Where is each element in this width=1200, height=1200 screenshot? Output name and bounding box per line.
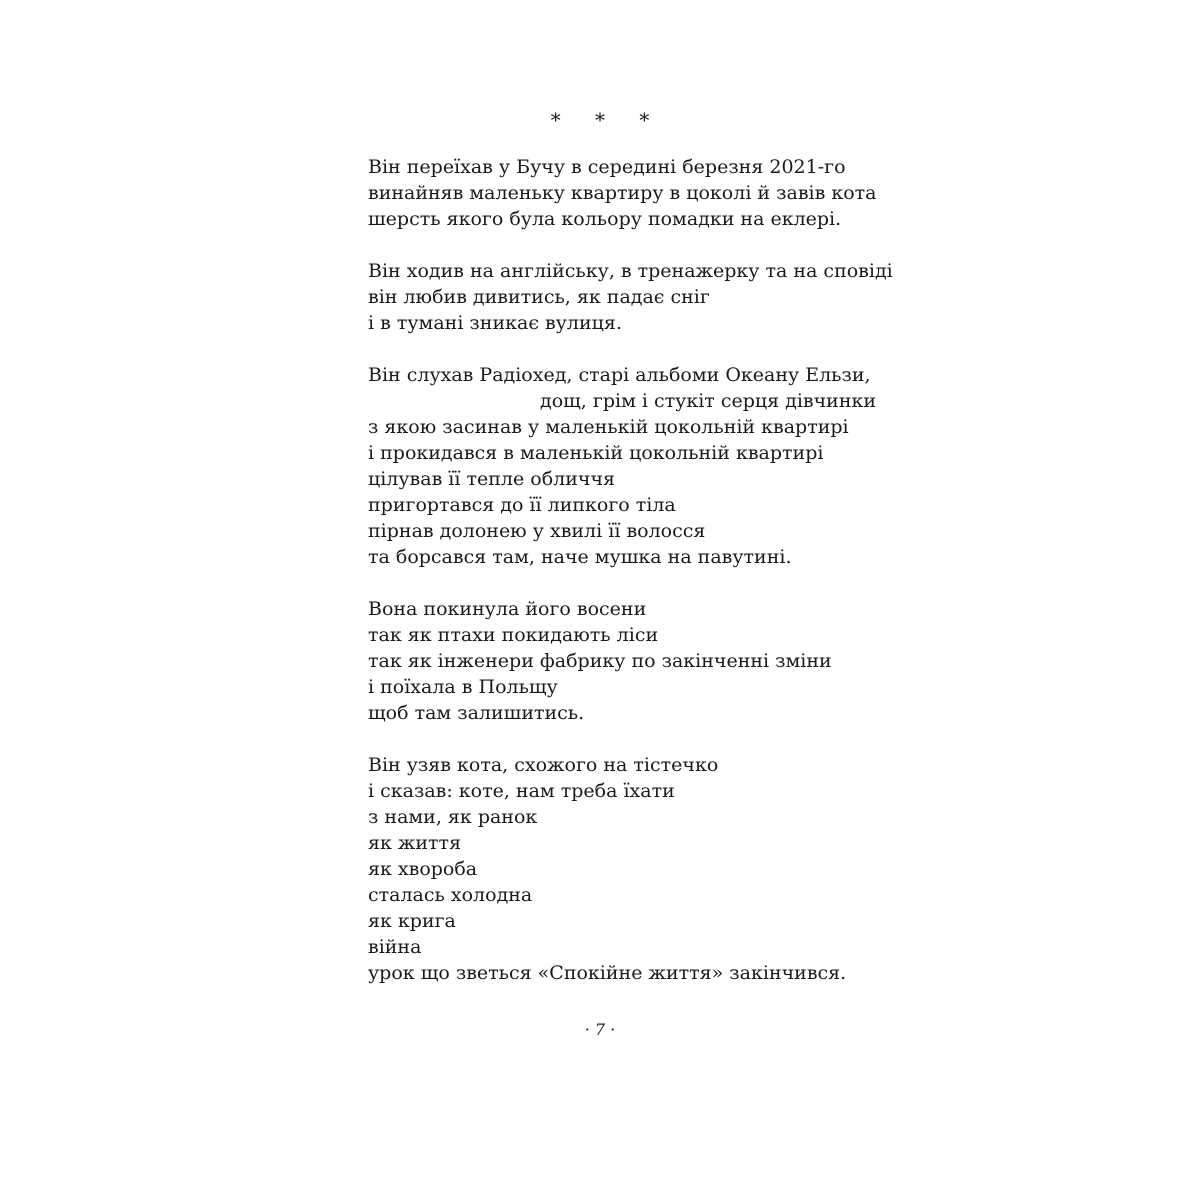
poem-line: пірнав долонею у хвилі її волосся bbox=[368, 520, 706, 542]
poem-line: пригортався до її липкого тіла bbox=[368, 494, 676, 516]
poem-line: сталась холодна bbox=[368, 884, 533, 906]
poem-line: Він слухав Радіохед, старі альбоми Океану Ельзи, bbox=[368, 364, 871, 386]
stanza-3 bbox=[368, 362, 1068, 570]
poem-line: як крига bbox=[368, 910, 456, 932]
page-number: · 7 · bbox=[584, 1020, 616, 1039]
poem-line: щоб там залишитись. bbox=[368, 702, 585, 724]
poem-line: Він ходив на англійську, в тренажерку та на сповіді bbox=[368, 260, 893, 282]
poem-line: урок що зветься «Спокійне життя» закінчився. bbox=[368, 962, 847, 984]
poem-line: Він узяв кота, схожого на тістечко bbox=[368, 754, 719, 776]
poem bbox=[368, 154, 1068, 1012]
poem-line: так як птахи покидають ліси bbox=[368, 624, 659, 646]
poem-line: з якою засинав у маленькій цокольній квартирі bbox=[368, 416, 849, 438]
poem-line-indented: дощ, грім і стукіт серця дівчинки bbox=[540, 390, 877, 412]
poem-line: війна bbox=[368, 936, 422, 958]
poem-line: Вона покинула його восени bbox=[368, 598, 647, 620]
poem-line: винайняв маленьку квартиру в цоколі й завів кота bbox=[368, 182, 877, 204]
poem-line: як хвороба bbox=[368, 858, 478, 880]
stanza-2 bbox=[368, 258, 1068, 336]
poem-line: та борсався там, наче мушка на павутині. bbox=[368, 546, 792, 568]
stanza-1 bbox=[368, 154, 1068, 232]
poem-line: і прокидався в маленькій цокольній квартирі bbox=[368, 442, 824, 464]
poem-line: з нами, як ранок bbox=[368, 806, 538, 828]
stanza-4 bbox=[368, 596, 1068, 726]
poem-line: як життя bbox=[368, 832, 462, 854]
poem-line: і в тумані зникає вулиця. bbox=[368, 312, 622, 334]
section-separator: * * * bbox=[550, 108, 664, 132]
poem-line: і поїхала в Польщу bbox=[368, 676, 558, 698]
poem-line: цілував її тепле обличчя bbox=[368, 468, 615, 490]
poem-line: Він переїхав у Бучу в середині березня 2021-го bbox=[368, 156, 846, 178]
poem-line: так як інженери фабрику по закінченні зміни bbox=[368, 650, 832, 672]
poem-line: і сказав: коте, нам треба їхати bbox=[368, 780, 675, 802]
poem-line: він любив дивитись, як падає сніг bbox=[368, 286, 710, 308]
poem-line: шерсть якого була кольору помадки на еклері. bbox=[368, 208, 842, 230]
stanza-5 bbox=[368, 752, 1068, 986]
